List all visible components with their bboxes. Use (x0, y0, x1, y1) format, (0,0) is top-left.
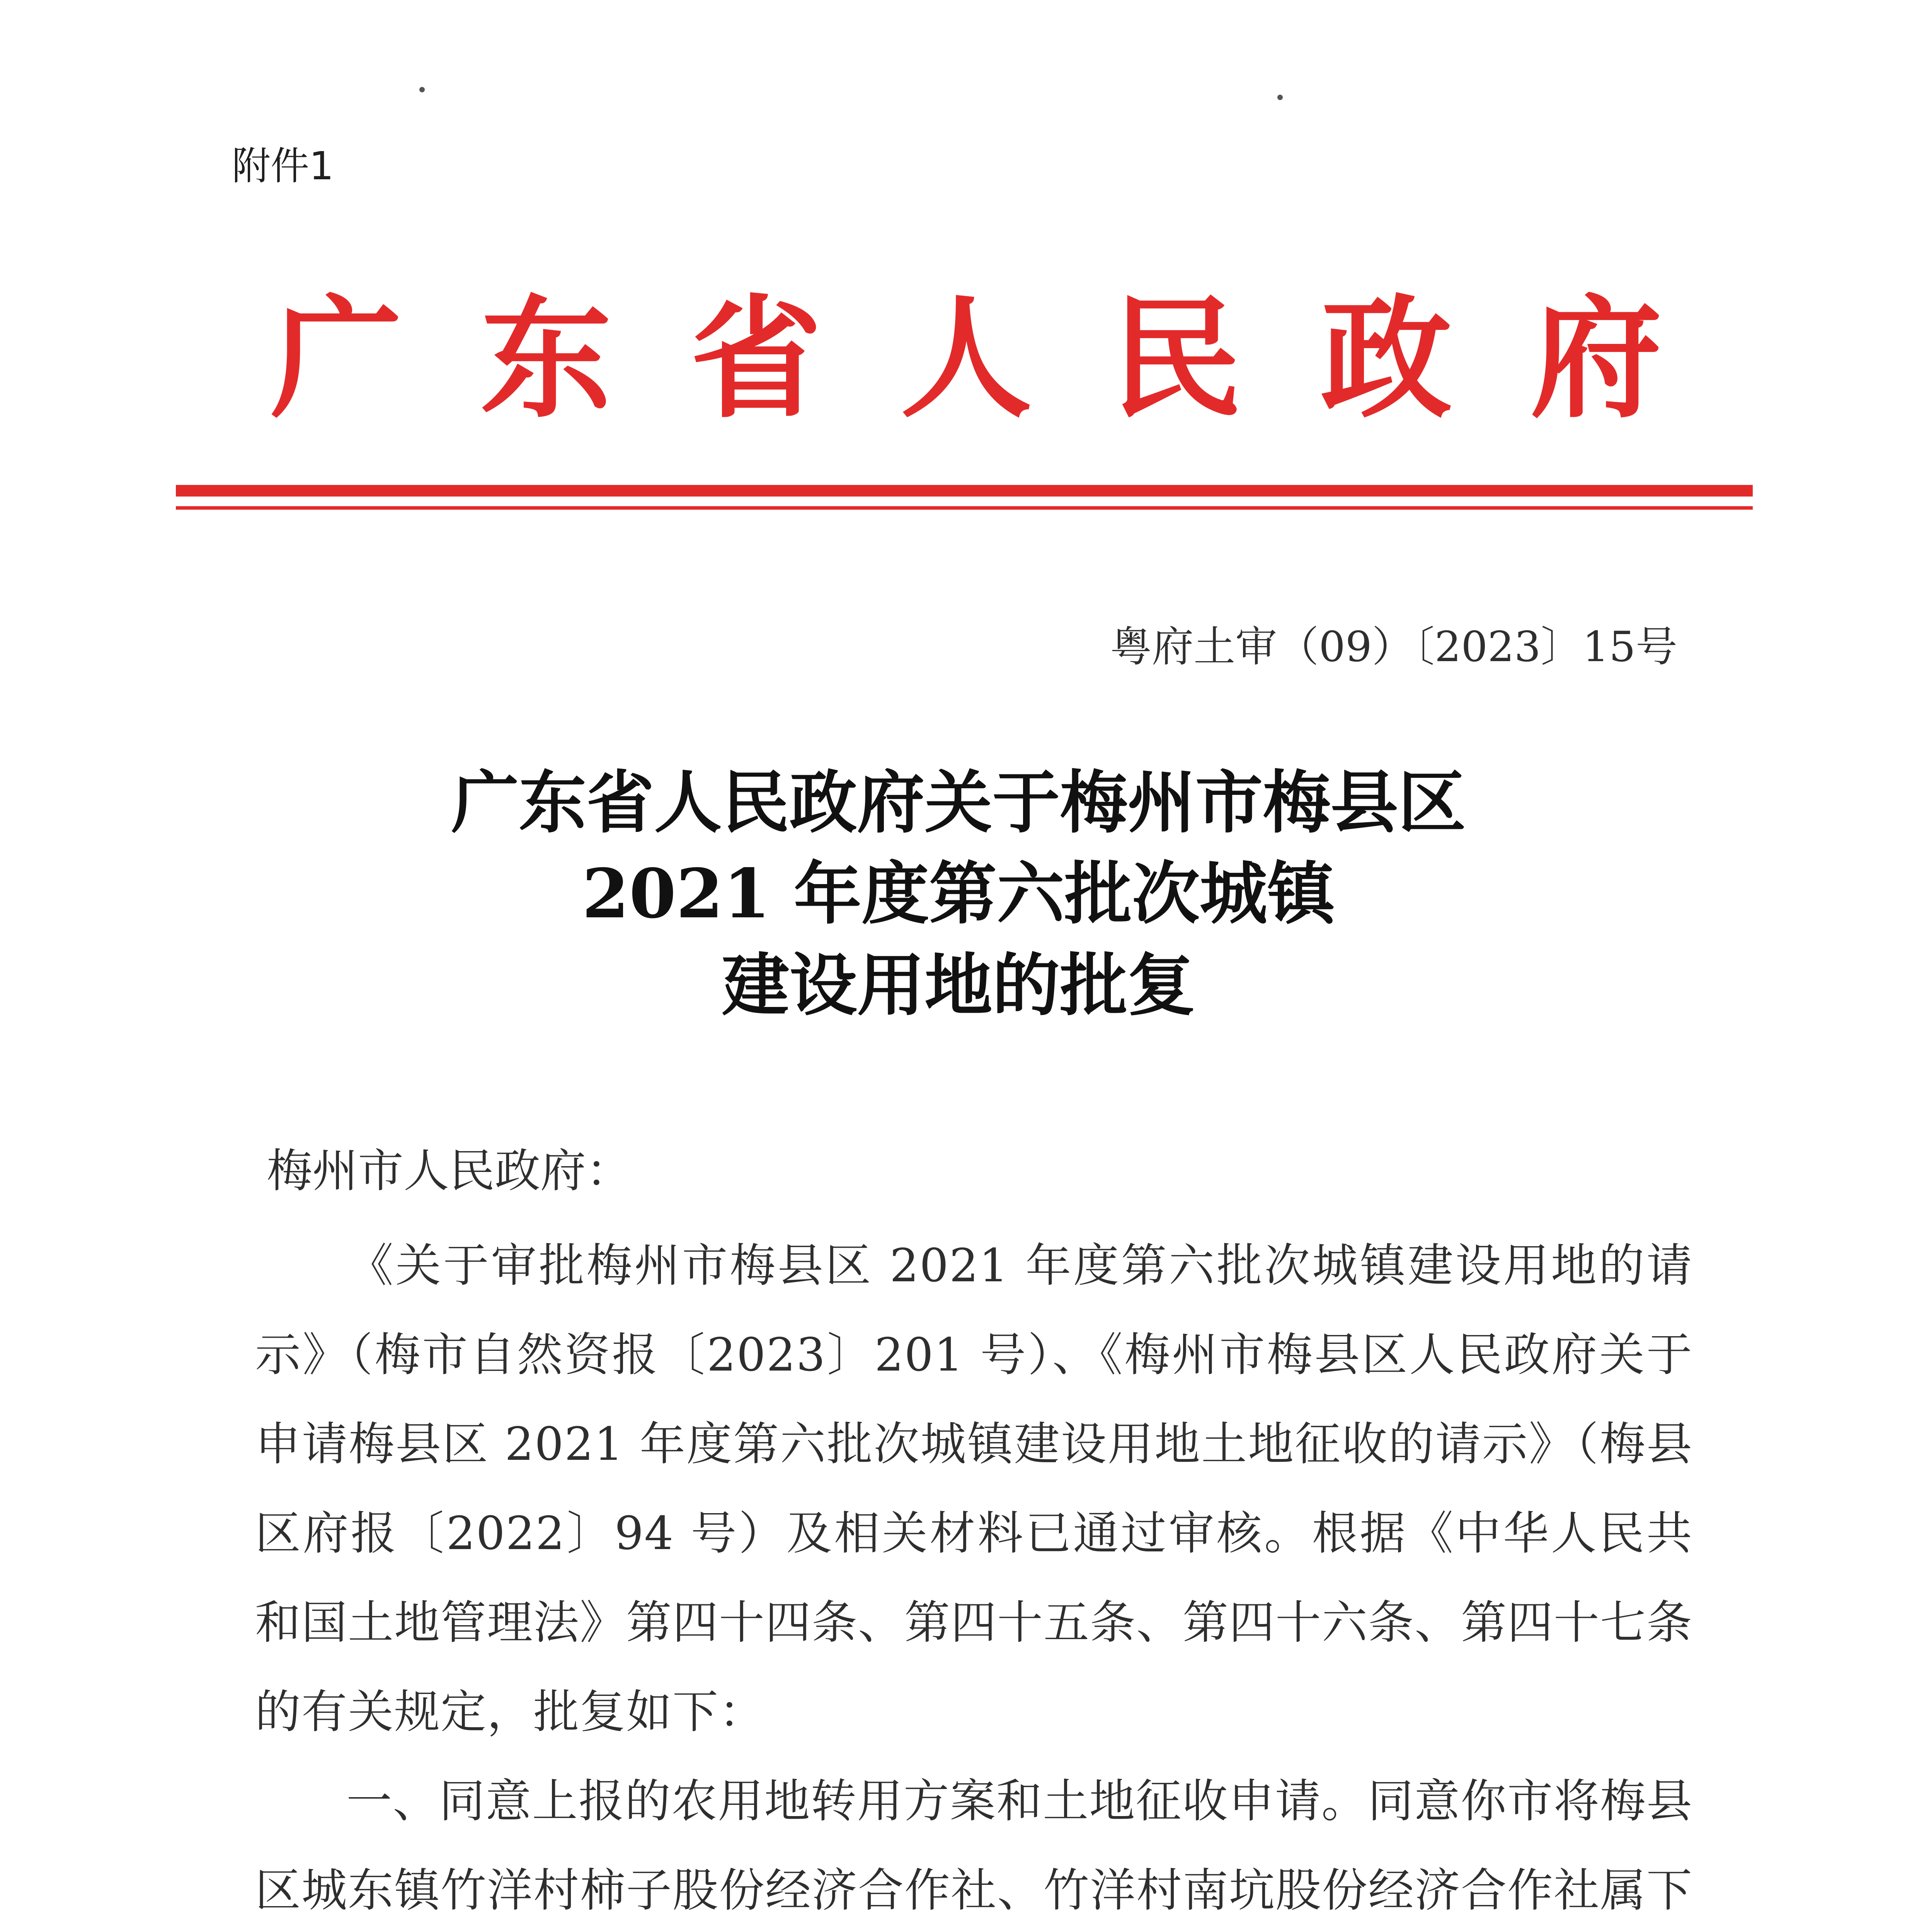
issuer-char: 东 (480, 283, 612, 436)
issuer-char: 民 (1110, 283, 1242, 436)
document-title (186, 757, 1731, 1031)
document-title-line: 建设用地的批复 (722, 946, 1195, 1025)
issuer-char: 政 (1320, 283, 1452, 436)
issuer-title (271, 278, 1662, 440)
scan-speck (1277, 95, 1283, 100)
document-title-line: 2021 年度第六批次城镇 (582, 854, 1335, 934)
issuer-char: 人 (900, 283, 1032, 436)
paragraph-text: 《关于审批梅州市梅县区 2021 年度第六批次城镇建设用地的请示》（梅市自然资报〔2023〕201 号）、《梅州市梅县区人民政府关于申请梅县区 2021 年度第六批次城镇建设用地土地征收的请示》（梅县区府报〔2022〕94 号）及相关材料已通过审核。根据《中华人民共和国土地管理法》第四十四条、第四十五条、第四十六条、第四十七条的有关规定，批复如下： (255, 1239, 1693, 1738)
body-paragraph (255, 1221, 1693, 1757)
attachment-label: 附件1 (232, 143, 334, 189)
addressee: 梅州市人民政府： (267, 1144, 632, 1197)
issuer-char: 省 (690, 283, 822, 436)
paragraph-text: 一、同意上报的农用地转用方案和土地征收申请。同意你市将梅县区城东镇竹洋村柿子股份经济合作社、竹洋村南坑股份经济合作社属下 (255, 1774, 1693, 1917)
header-rule-thick (176, 485, 1753, 497)
document-title-line: 广东省人民政府关于梅州市梅县区 (451, 763, 1466, 842)
body-text (255, 1221, 1693, 1932)
body-paragraph (255, 1757, 1693, 1932)
scan-speck (419, 87, 425, 92)
issuer-char: 广 (271, 283, 402, 436)
header-rule-thin (176, 506, 1753, 510)
document-number: 粤府土审（09）〔2023〕15号 (1110, 623, 1677, 671)
issuer-char: 府 (1530, 283, 1662, 436)
